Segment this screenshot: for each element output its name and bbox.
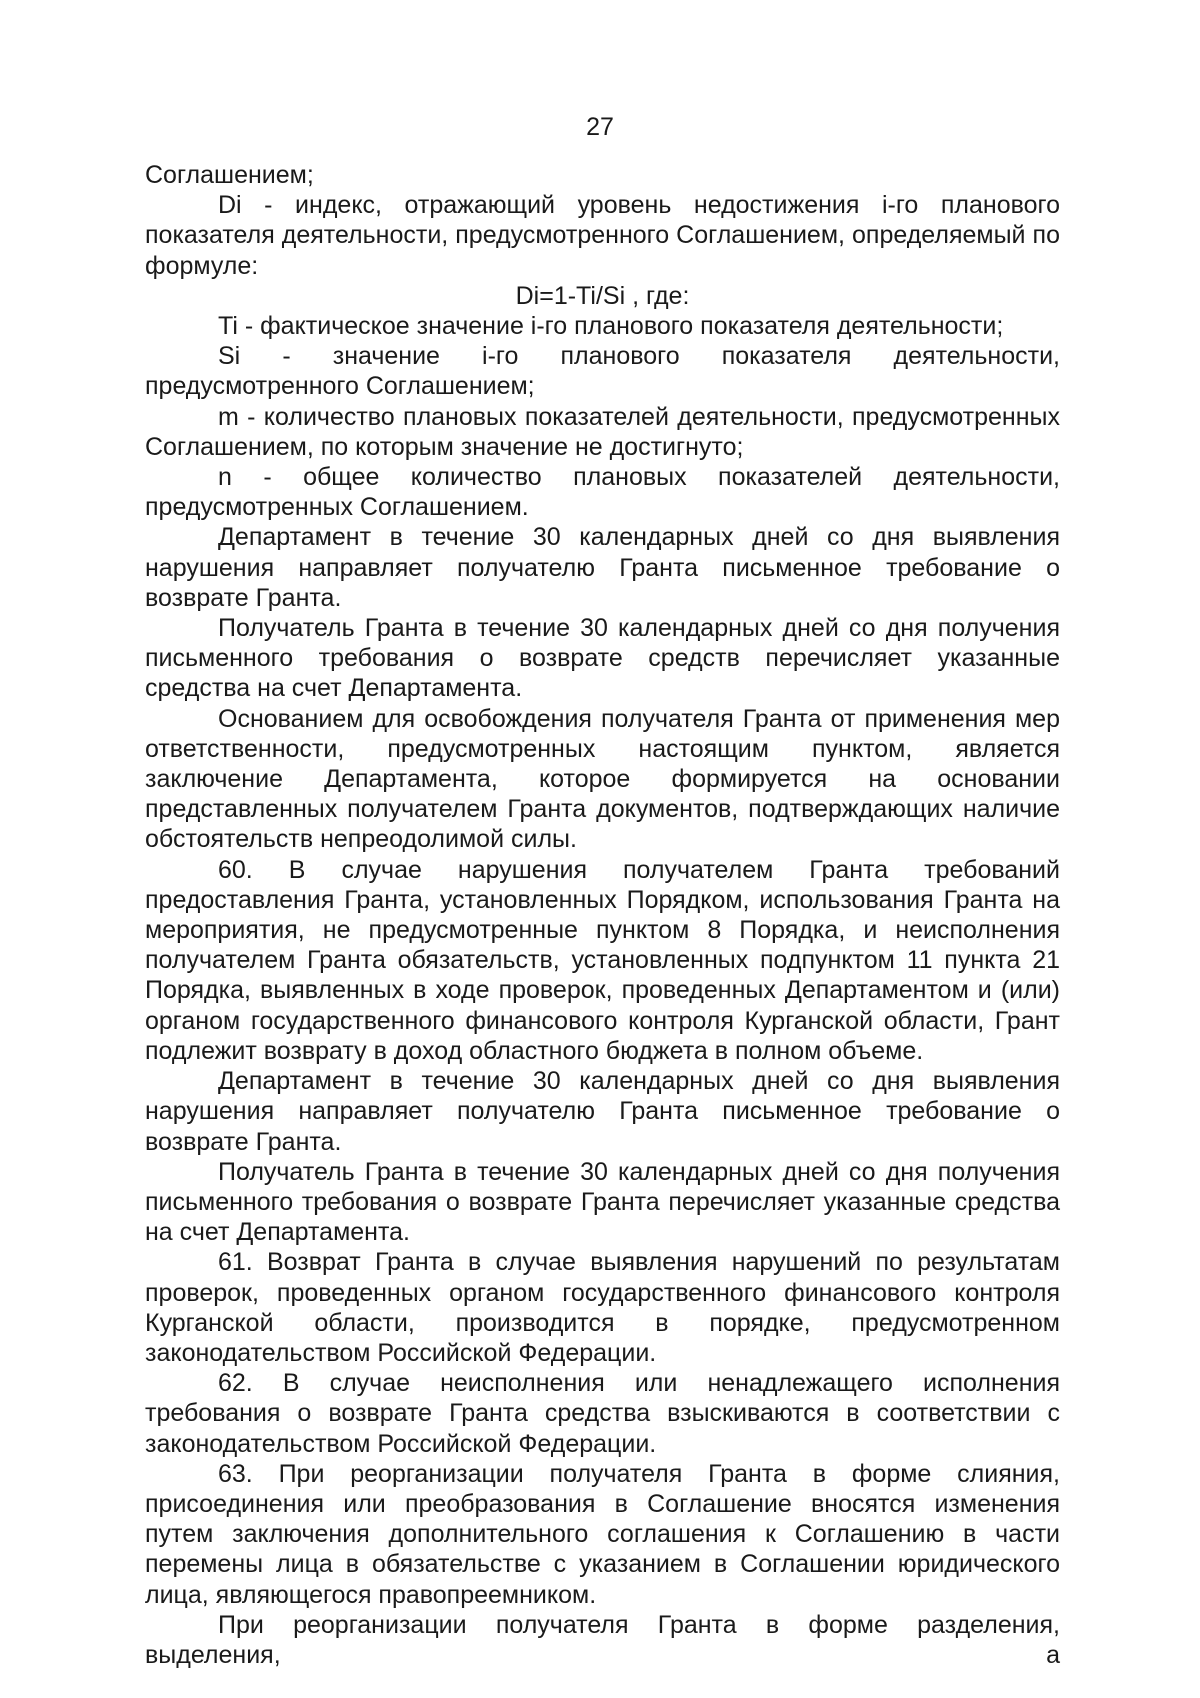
paragraph-item-63: 63. При реорганизации получателя Гранта в форме слияния, присоединения или преобразования в Соглашение вносятся изменения путем заключения дополнительного соглашения к Соглашению в части перемены лица в обязательстве с указанием в Соглашении юридического лица, являющегося правопреемником. <box>145 1459 1060 1609</box>
formula-di: Di=1-Ti/Si , где: <box>515 281 690 310</box>
paragraph: Соглашением; <box>145 161 314 189</box>
paragraph-item-61: 61. Возврат Гранта в случае выявления нарушений по результатам проверок, проведенных органом государственного финансового контроля Курганской области, производится в порядке, предусмотренном законодательством Российской Федерации. <box>145 1248 1060 1367</box>
paragraph: Департамент в течение 30 календарных дней со дня выявления нарушения направляет получателю Гранта письменное требование о возврате Гранта. <box>145 1067 1060 1156</box>
paragraph: Получатель Гранта в течение 30 календарных дней со дня получения письменного требования о возврате средств перечисляет указанные средства на счет Департамента. <box>145 614 1060 703</box>
document-body <box>145 160 1060 1670</box>
paragraph-m-definition: m - количество плановых показателей деятельности, предусмотренных Соглашением, по которым значение не достигнуто; <box>145 402 1060 461</box>
paragraph: При реорганизации получателя Гранта в форме разделения, выделения, а <box>145 1610 1060 1669</box>
paragraph: Основанием для освобождения получателя Гранта от применения мер ответственности, предусмотренных настоящим пунктом, является заключение Департамента, которое формируется на основании представленных получателем Гранта документов, подтверждающих наличие обстоятельств непреодолимой силы. <box>145 704 1060 854</box>
paragraph-ti-definition: Ti - фактическое значение i-го планового показателя деятельности; <box>218 312 1004 341</box>
paragraph-item-60: 60. В случае нарушения получателем Гранта требований предоставления Гранта, установленных Порядком, использования Гранта на мероприятия, не предусмотренные пунктом 8 Порядка, и неисполнения получателем Гранта обязательств, установленных подпунктом 11 пункта 21 Порядка, выявленных в ходе проверок, проведенных Департаментом и (или) органом государственного финансового контроля Курганской области, Грант подлежит возврату в доход областного бюджета в полном объеме. <box>145 855 1060 1065</box>
page-number: 27 <box>586 113 614 141</box>
paragraph-di-definition: Di - индекс, отражающий уровень недостижения i-го планового показателя деятельности, предусмотренного Соглашением, определяемый по формуле: <box>145 191 1060 280</box>
paragraph: Получатель Гранта в течение 30 календарных дней со дня получения письменного требования о возврате Гранта перечисляет указанные средства на счет Департамента. <box>145 1157 1060 1247</box>
paragraph: Департамент в течение 30 календарных дней со дня выявления нарушения направляет получателю Гранта письменное требование о возврате Гранта. <box>145 523 1060 612</box>
paragraph-item-62: 62. В случае неисполнения или ненадлежащего исполнения требования о возврате Гранта средства взыскиваются в соответствии с законодательством Российской Федерации. <box>145 1369 1060 1458</box>
paragraph-si-definition: Si - значение i-го планового показателя деятельности, предусмотренного Соглашением; <box>145 342 1060 401</box>
paragraph-n-definition: n - общее количество плановых показателей деятельности, предусмотренных Соглашением. <box>145 463 1060 522</box>
